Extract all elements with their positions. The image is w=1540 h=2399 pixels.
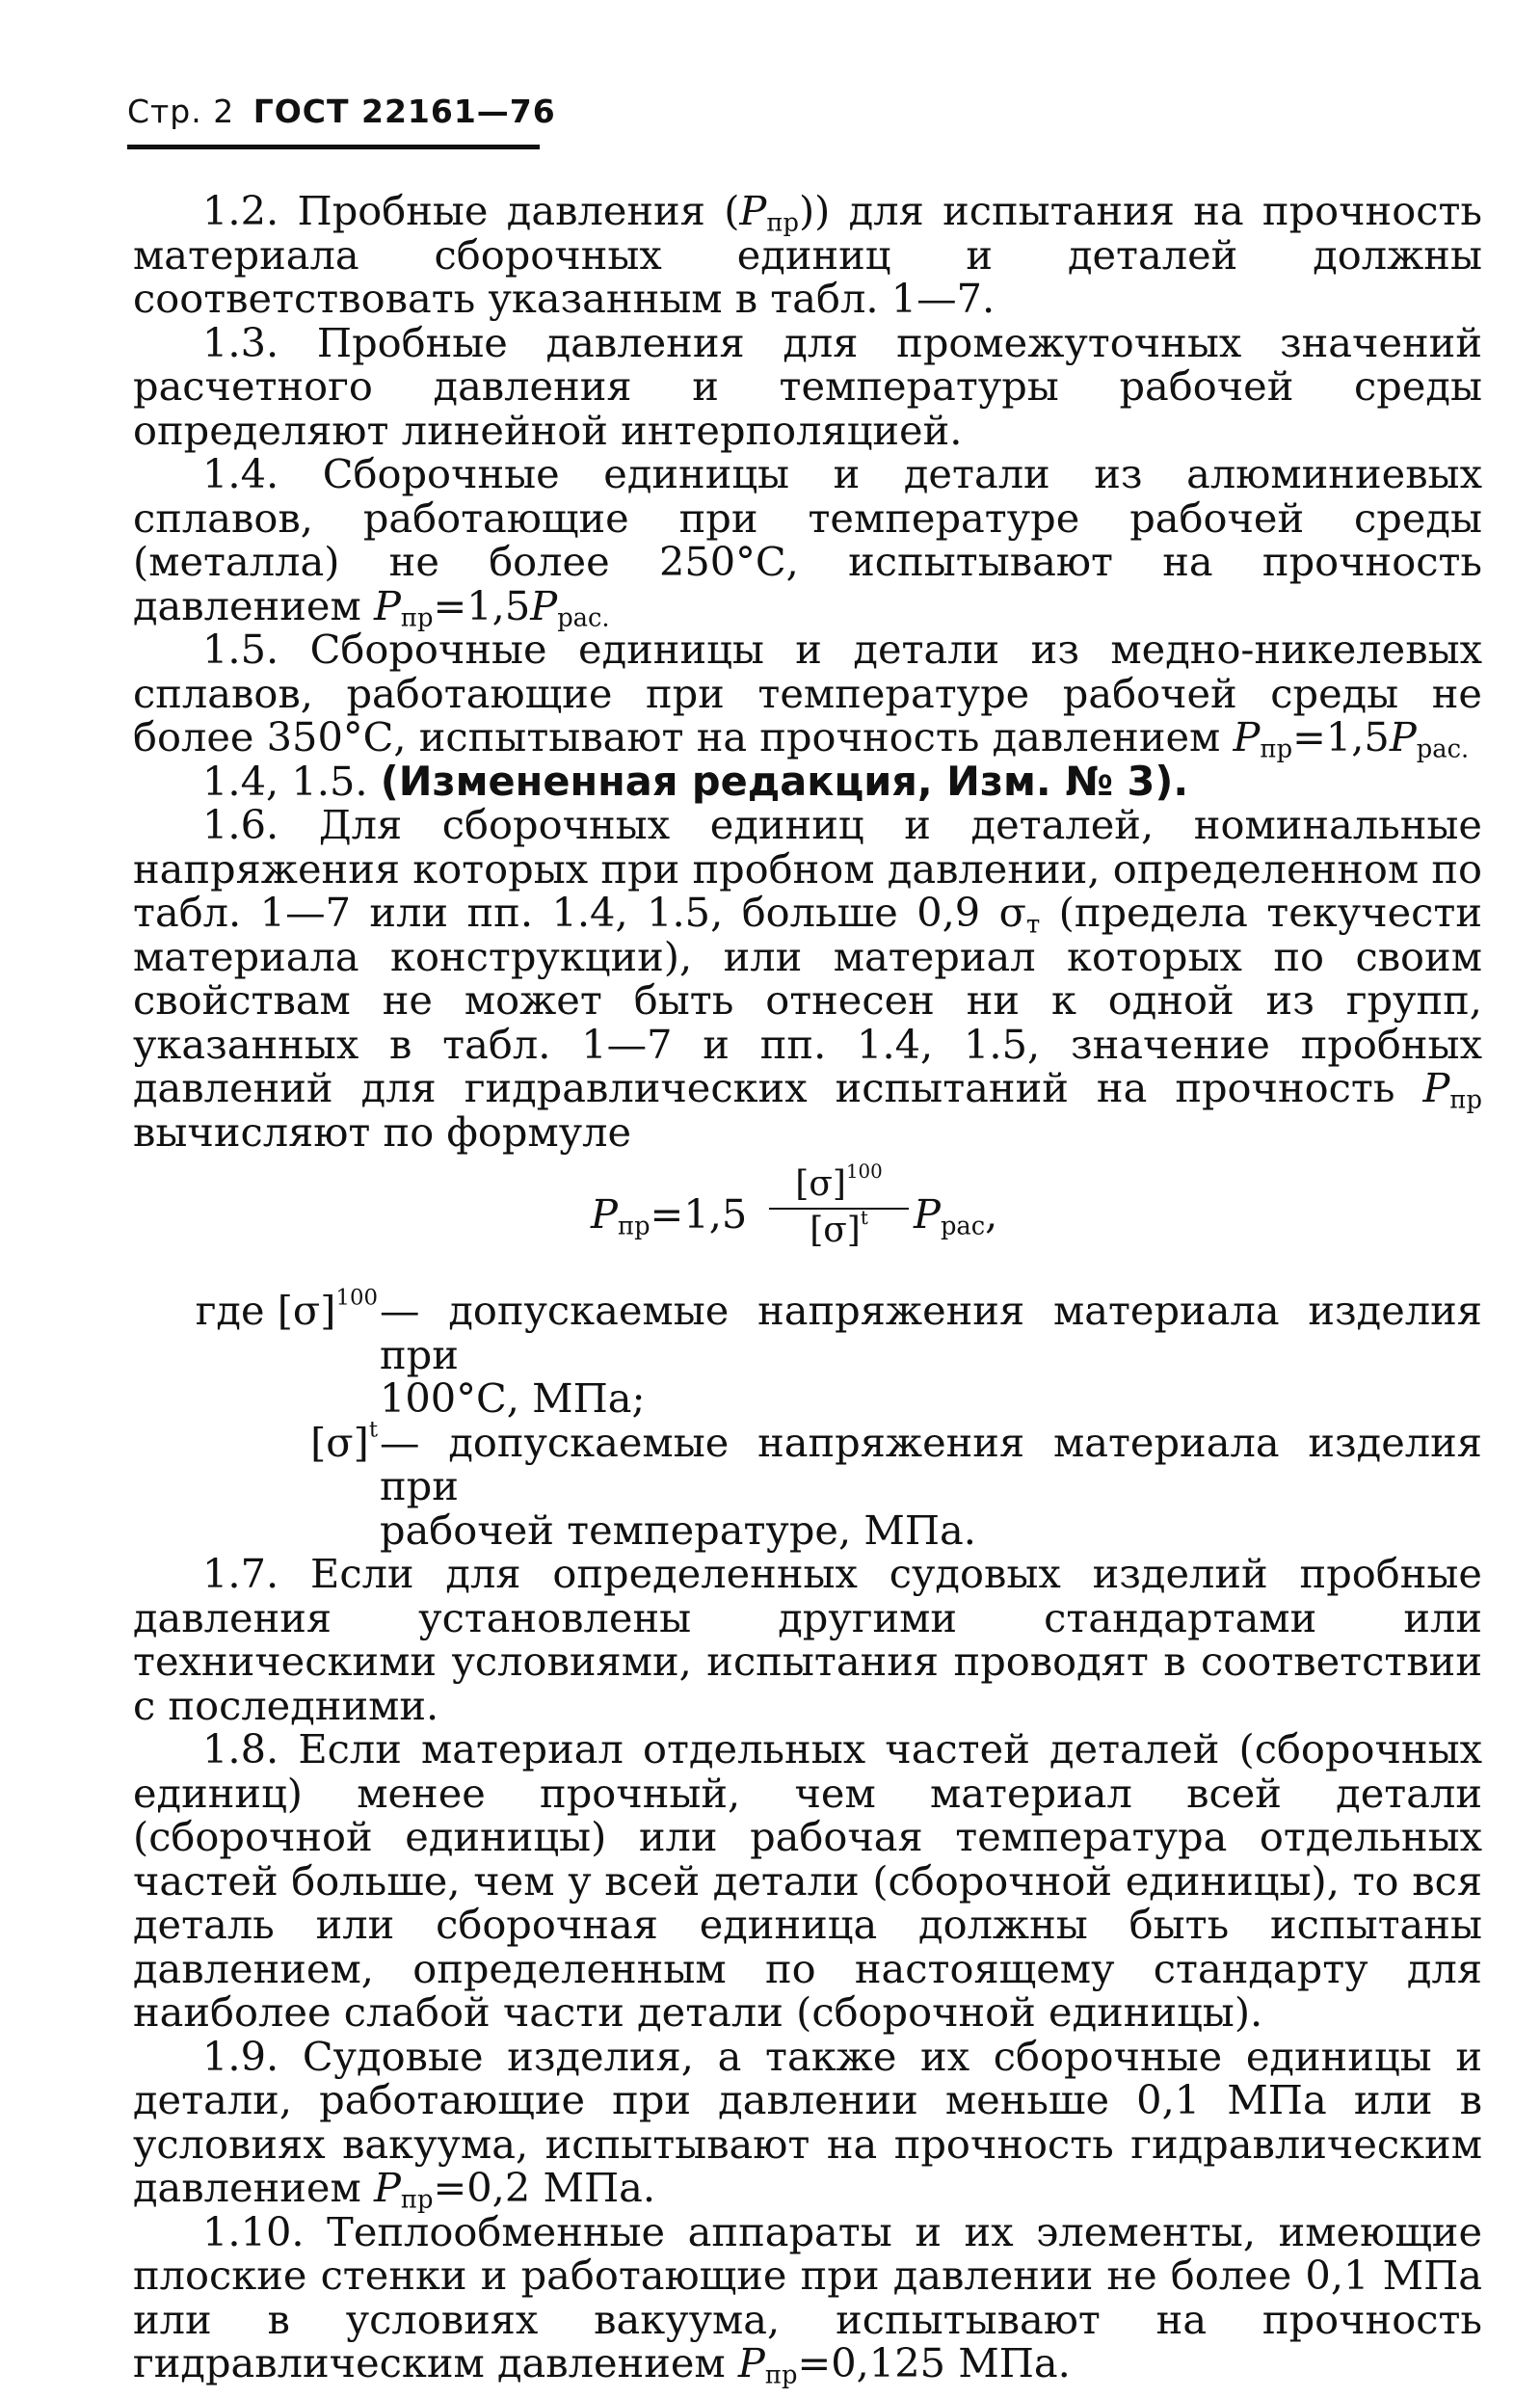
standard-number: ГОСТ 22161—76: [252, 93, 556, 130]
paragraph-1-5: 1.5. Сборочные единицы и детали из медно-никелевых сплавов, работающие при температуре рабочей среды не более 350°С, испытывают на прочность давлением $P_{пр}=1,5P_{рас.}$: [133, 626, 1482, 764]
paragraph-1-7: 1.7. Если для определенных судовых изделий пробные давления установлены другими стандартами или техническими условиями, испытания проводят в соответствии с последними.: [133, 1550, 1482, 1729]
header-rule: [127, 145, 540, 149]
formula-legend: [133, 1285, 1482, 1554]
paragraph-1-10: 1.10. Теплообменные аппараты и их элементы, имеющие плоские стенки и работающие при давлении не более 0,1 МПа или в условиях вакуума, испытывают на прочность гидравлическим давлением $P_{пр}=0,125$ МПа.: [133, 2207, 1482, 2390]
paragraph-1-3: 1.3. Пробные давления для промежуточных значений расчетного давления и температуры рабочей среды определяют линейной интерполяцией.: [133, 318, 1482, 454]
document-body: [133, 187, 1483, 2390]
legend-definition-100: — допускаемые напряжения материала изделия при 100°С, МПа;: [380, 1287, 1482, 1422]
legend-symbol-100: где $[\sigma]^{100}$: [195, 1285, 378, 1334]
formula-denominator: $[\sigma]^t$: [810, 1207, 868, 1250]
paragraph-1-4: 1.4. Сборочные единицы и детали из алюминиевых сплавов, работающие при температуре рабочей среды (металла) не более 250°С, испытывают на прочность давлением $P_{пр}=1,5P_{рас.}$: [133, 450, 1482, 632]
formula-rhs: $P_{рас}$,: [914, 1190, 998, 1241]
formula-numerator: $[\sigma]^{100}$: [769, 1163, 909, 1210]
formula-fraction: [769, 1160, 909, 1252]
legend-definition-t: — допускаемые напряжения материала изделия при рабочей температуре, МПа.: [380, 1418, 1482, 1554]
formula-lhs: $P_{пр}=1,5$: [591, 1190, 748, 1241]
paragraph-1-2: 1.2. Пробные давления $(P_{пр})$) для испытания на прочность материала сборочных единиц и деталей должны соответствовать указанным в табл. 1—7.: [133, 187, 1483, 322]
page-header: [127, 93, 556, 130]
amendment-note: 1.4, 1.5. (Измененная редакция, Изм. № 3).: [202, 757, 1189, 805]
paragraph-1-9: 1.9. Судовые изделия, а также их сборочные единицы и детали, работающие при давлении меньше 0,1 МПа или в условиях вакуума, испытывают на прочность гидравлическим давлением $P_{пр}=0,2$ МПа.: [133, 2032, 1482, 2215]
paragraph-1-8: 1.8. Если материал отдельных частей деталей (сборочных единиц) менее прочный, чем материал всей детали (сборочной единицы) или рабочая температура отдельных частей больше, чем у всей детали (сборочной единицы), то вся деталь или сборочная единица должны быть испытаны давлением, определенным по настоящему стандарту для наиболее слабой части детали (сборочной единицы).: [133, 1725, 1482, 2036]
paragraph-1-6: 1.6. Для сборочных единиц и деталей, номинальные напряжения которых при пробном давлении, определенном по табл. 1—7 или пп. 1.4, 1.5, больше 0,9 $\sigma_т$ (предела текучести материала конструкции), или материал которых по своим свойствам не может быть отнесен ни к одной из групп, указанных в табл. 1—7 и пп. 1.4, 1.5, значение пробных давлений для гидравлических испытаний на прочность $P_{пр}$ вычисляют по формуле: [133, 801, 1482, 1156]
test-pressure-formula: [133, 1154, 1482, 1289]
legend-symbol-t: $[\sigma]^t$: [310, 1416, 378, 1466]
page-number: Стр. 2: [127, 93, 235, 130]
